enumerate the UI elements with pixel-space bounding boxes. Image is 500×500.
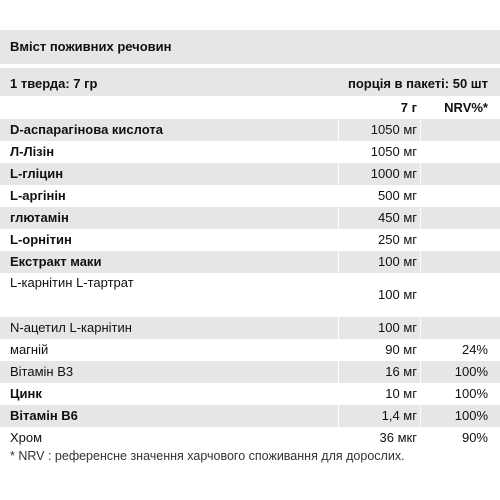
nutrient-name: L-орнітин bbox=[10, 232, 72, 247]
column-divider bbox=[338, 405, 339, 427]
column-divider bbox=[338, 207, 339, 229]
nutrient-nrv: 24% bbox=[461, 342, 488, 357]
footnote: * NRV : референсне значення харчового споживання для дорослих. bbox=[10, 449, 405, 463]
nutrient-amount: 16 мг bbox=[385, 364, 417, 379]
nutrient-amount: 90 мг bbox=[385, 342, 417, 357]
nutrient-nrv: 90% bbox=[461, 430, 488, 445]
column-divider bbox=[420, 119, 421, 141]
column-divider bbox=[420, 317, 421, 339]
serving-size: 1 тверда: 7 гр bbox=[10, 76, 98, 91]
column-divider bbox=[338, 163, 339, 185]
column-divider bbox=[338, 251, 339, 273]
nutrient-amount: 1,4 мг bbox=[381, 408, 417, 423]
nutrient-amount: 100 мг bbox=[378, 254, 417, 269]
nutrient-name: магній bbox=[10, 342, 49, 357]
servings-per-pack: порція в пакеті: 50 шт bbox=[348, 76, 488, 91]
nutrient-name: L-карнітин L-тартрат bbox=[10, 275, 134, 290]
column-divider bbox=[420, 251, 421, 273]
column-divider bbox=[338, 317, 339, 339]
table-row bbox=[0, 427, 500, 449]
table-row bbox=[0, 141, 500, 163]
column-divider bbox=[338, 119, 339, 141]
nutrient-amount: 450 мг bbox=[378, 210, 417, 225]
nutrient-name: Вітамін B3 bbox=[10, 364, 74, 379]
nutrient-nrv: 100% bbox=[454, 364, 488, 379]
table-row bbox=[0, 229, 500, 251]
nutrient-name: L-гліцин bbox=[10, 166, 64, 181]
table-row bbox=[0, 185, 500, 207]
nutrient-name: Вітамін B6 bbox=[10, 408, 78, 423]
nutrient-amount: 500 мг bbox=[378, 188, 417, 203]
column-header-nrv: NRV%* bbox=[444, 100, 488, 115]
column-header-amount: 7 г bbox=[400, 100, 417, 115]
column-divider bbox=[420, 405, 421, 427]
nutrient-name: Хром bbox=[10, 430, 43, 445]
nutrient-amount: 36 мкг bbox=[379, 430, 417, 445]
table-title: Вміст поживних речовин bbox=[10, 39, 172, 54]
column-divider bbox=[420, 207, 421, 229]
table-row bbox=[0, 339, 500, 361]
table-row bbox=[0, 317, 500, 339]
table-row bbox=[0, 119, 500, 141]
table-row bbox=[0, 207, 500, 229]
nutrient-amount: 100 мг bbox=[378, 320, 417, 335]
table-row bbox=[0, 251, 500, 273]
nutrient-nrv: 100% bbox=[454, 408, 488, 423]
nutrient-nrv: 100% bbox=[454, 386, 488, 401]
table-row bbox=[0, 383, 500, 405]
table-row bbox=[0, 361, 500, 383]
nutrient-amount: 1050 мг bbox=[370, 122, 417, 137]
nutrient-name: L-аргінін bbox=[10, 188, 66, 203]
table-row bbox=[0, 273, 500, 317]
nutrient-name: Л-Лізін bbox=[10, 144, 55, 159]
nutrient-name: N-ацетил L-карнітин bbox=[10, 320, 132, 335]
nutrient-name: Цинк bbox=[10, 386, 42, 401]
table-row bbox=[0, 405, 500, 427]
nutrient-name: D-аспарагінова кислота bbox=[10, 122, 163, 137]
nutrient-amount: 100 мг bbox=[378, 287, 417, 302]
column-divider bbox=[420, 361, 421, 383]
nutrient-amount: 1050 мг bbox=[370, 144, 417, 159]
column-divider bbox=[420, 163, 421, 185]
nutrient-name: Екстракт маки bbox=[10, 254, 102, 269]
nutrient-amount: 250 мг bbox=[378, 232, 417, 247]
column-divider bbox=[338, 361, 339, 383]
nutrient-amount: 1000 мг bbox=[370, 166, 417, 181]
nutrient-name: глютамін bbox=[10, 210, 69, 225]
table-row bbox=[0, 163, 500, 185]
nutrient-amount: 10 мг bbox=[385, 386, 417, 401]
